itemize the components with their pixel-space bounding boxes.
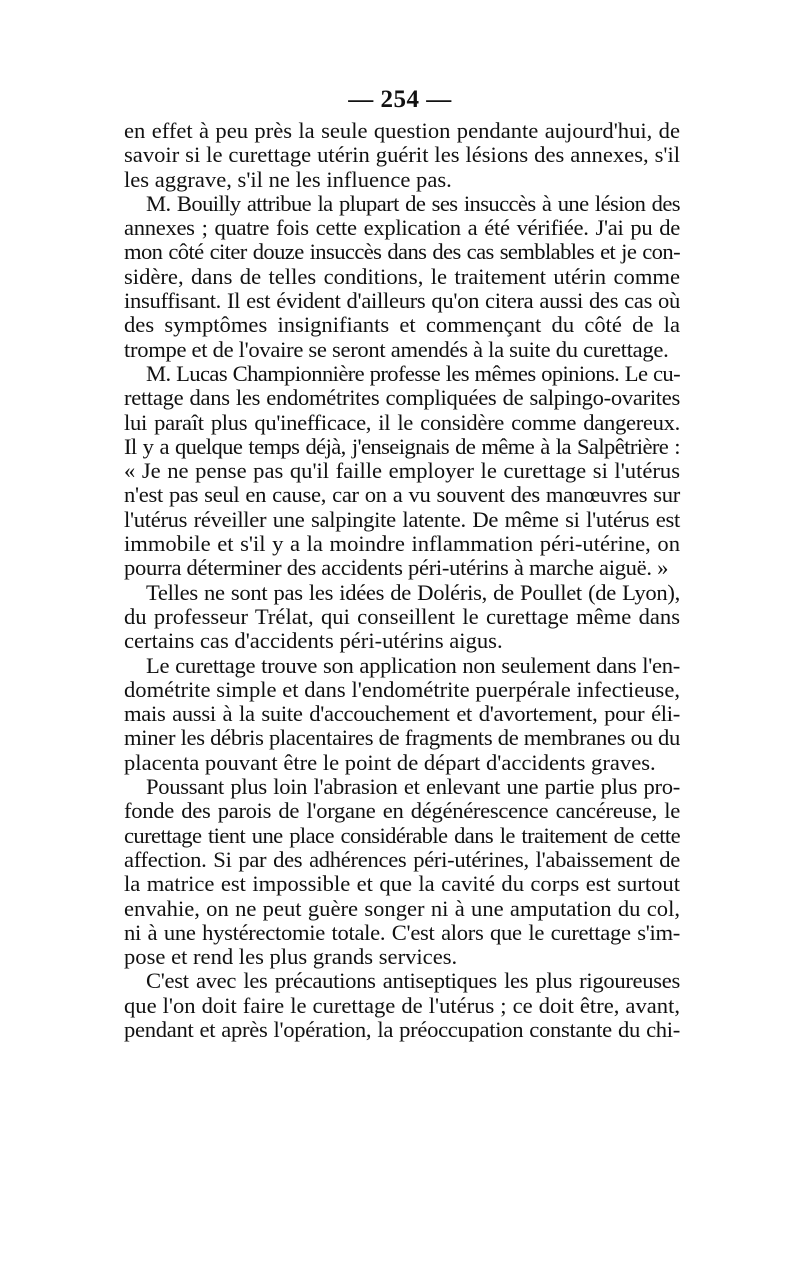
text-line: l'utérus réveiller une salpingite latente. De même si l'utérus est <box>124 506 680 532</box>
text-line: fonde des parois de l'organe en dégénérescence cancéreuse, le <box>124 798 680 824</box>
text-line: immobile et s'il y a la moindre inflammation péri-utérine, on <box>124 531 680 557</box>
text-line: des symptômes insignifiants et commençant du côté de la <box>124 312 680 338</box>
text-line: du professeur Trélat, qui conseillent le curettage même dans <box>124 603 680 629</box>
text-line: envahie, on ne peut guère songer ni à une amputation du col, <box>124 895 680 921</box>
text-line: curettage tient une place considérable dans le traitement de cette <box>124 822 680 848</box>
text-line: ni à une hystérectomie totale. C'est alors que le curettage s'im- <box>124 919 680 945</box>
body-text <box>124 119 680 1042</box>
text-line: sidère, dans de telles conditions, le traitement utérin comme <box>124 263 680 289</box>
text-line: que l'on doit faire le curettage de l'utérus ; ce doit être, avant, <box>124 992 680 1018</box>
text-line: mon côté citer douze insuccès dans des cas semblables et je con- <box>124 239 680 265</box>
text-line: Telles ne sont pas les idées de Doléris, de Poullet (de Lyon), <box>146 579 680 605</box>
text-line: savoir si le curettage utérin guérit les lésions des annexes, s'il <box>124 142 680 168</box>
text-line: trompe et de l'ovaire se seront amendés à la suite du curettage. <box>124 336 669 362</box>
text-line: C'est avec les précautions antiseptiques les plus rigoureuses <box>146 968 680 994</box>
text-line: « Je ne pense pas qu'il faille employer le curettage si l'utérus <box>124 458 680 484</box>
text-line: dométrite simple et dans l'endométrite puerpérale infectieuse, <box>124 676 680 702</box>
text-line: Il y a quelque temps déjà, j'enseignais de même à la Salpêtrière : <box>124 433 680 459</box>
text-line: pendant et après l'opération, la préoccupation constante du chi- <box>124 1016 680 1042</box>
text-line: affection. Si par des adhérences péri-utérines, l'abaissement de <box>124 846 680 872</box>
text-line: en effet à peu près la seule question pendante aujourd'hui, de <box>124 118 680 143</box>
text-line: miner les débris placentaires de fragments de membranes ou du <box>124 725 680 751</box>
text-line: n'est pas seul en cause, car on a vu souvent des manœuvres sur <box>124 482 680 508</box>
text-line: certains cas d'accidents péri-utérins aigus. <box>124 628 503 654</box>
text-line: placenta pouvant être le point de départ d'accidents graves. <box>124 749 656 775</box>
text-line: annexes ; quatre fois cette explication a été vérifiée. J'ai pu de <box>124 215 680 241</box>
text-line: mais aussi à la suite d'accouchement et d'avortement, pour éli- <box>124 701 680 727</box>
text-line: insuffisant. Il est évident d'ailleurs qu'on citera aussi des cas où <box>124 288 680 314</box>
text-line: les aggrave, s'il ne les influence pas. <box>124 166 452 192</box>
text-line: Le curettage trouve son application non seulement dans l'en- <box>146 652 680 678</box>
text-line: pourra déterminer des accidents péri-utérins à marche aiguë. » <box>124 555 669 581</box>
page-number: — 254 — <box>348 86 452 113</box>
text-line: M. Lucas Championnière professe les mêmes opinions. Le cu- <box>146 360 680 386</box>
text-line: rettage dans les endométrites compliquées de salpingo-ovarites <box>124 385 680 411</box>
text-line: Poussant plus loin l'abrasion et enlevant une partie plus pro- <box>146 774 680 800</box>
text-line: la matrice est impossible et que la cavité du corps est surtout <box>124 871 680 897</box>
text-line: M. Bouilly attribue la plupart de ses insuccès à une lésion des <box>146 190 680 216</box>
text-line: pose et rend les plus grands services. <box>124 944 458 970</box>
text-line: lui paraît plus qu'inefficace, il le considère comme dangereux. <box>124 409 680 435</box>
